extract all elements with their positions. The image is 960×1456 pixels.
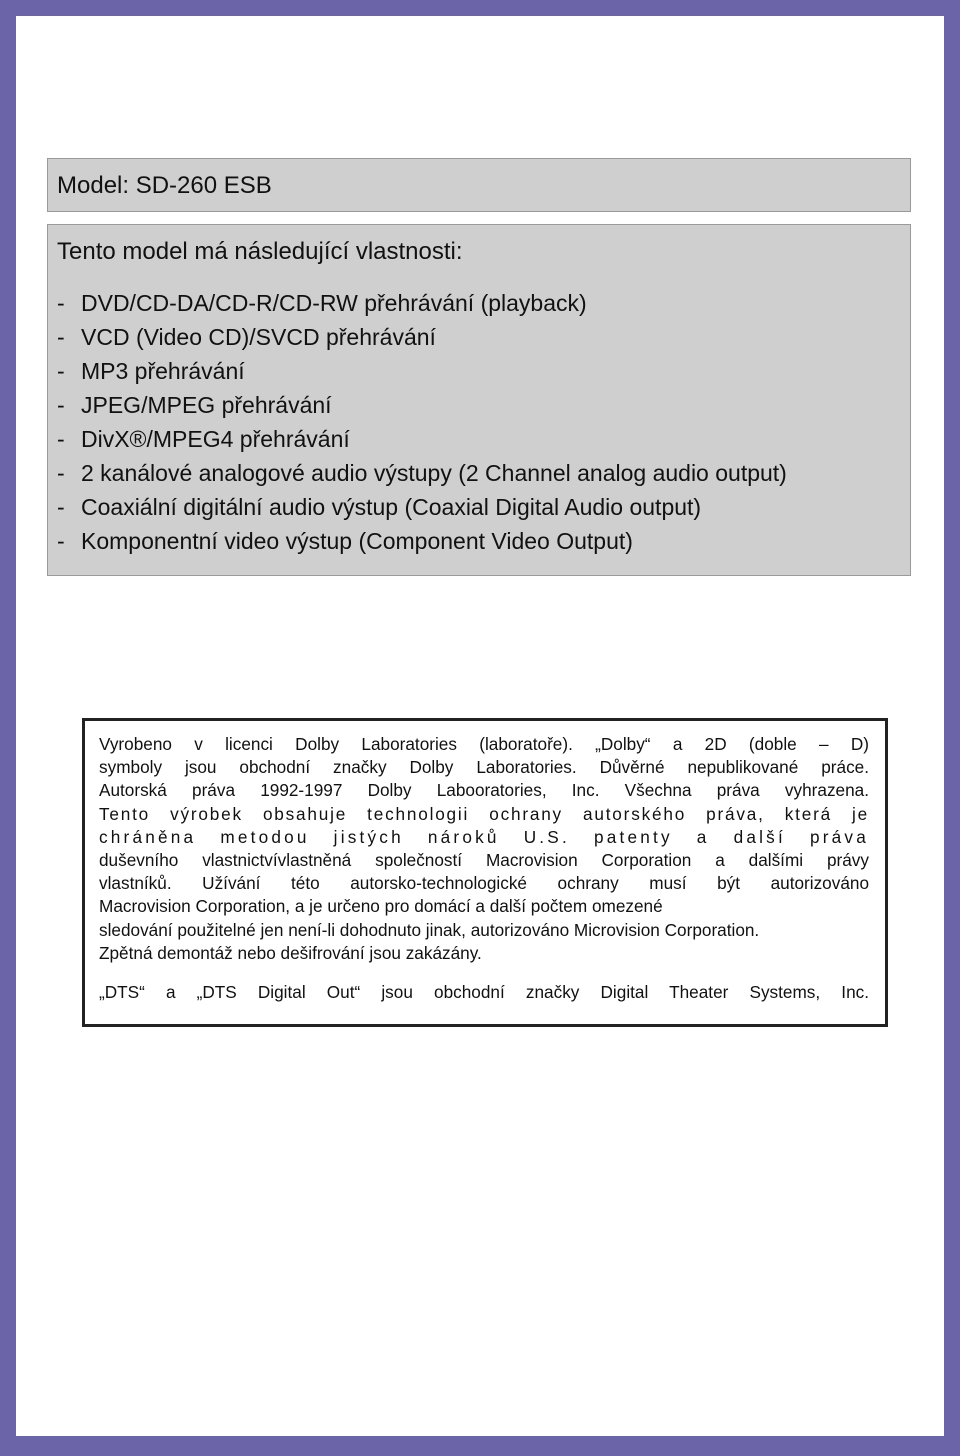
list-dash: -: [57, 460, 65, 486]
notice-line: Zpětná demontáž nebo dešifrování jsou zakázány.: [99, 942, 482, 963]
model-box: [47, 158, 911, 212]
feature-item: [57, 354, 787, 388]
notice-line: Tento výrobek obsahuje technologii ochrany autorského práva, která je: [99, 803, 869, 824]
feature-text: DivX®/MPEG4 přehrávání: [81, 426, 350, 452]
features-heading: Tento model má následující vlastnosti:: [57, 238, 463, 265]
notice-line: vlastníků. Užívání této autorsko-technologické ochrany musí být autorizováno: [99, 873, 869, 894]
feature-text: 2 kanálové analogové audio výstupy (2 Channel analog audio output): [81, 460, 787, 486]
list-dash: -: [57, 392, 65, 418]
feature-text: JPEG/MPEG přehrávání: [81, 392, 332, 418]
notice-line: duševního vlastnictvívlastněná společností Macrovision Corporation a dalšími právy: [99, 849, 869, 870]
notice-line: sledování použitelné jen není-li dohodnuto jinak, autorizováno Microvision Corporation.: [99, 919, 760, 940]
model-label: Model: SD-260 ESB: [57, 172, 272, 199]
features-box: [47, 224, 911, 576]
license-notice-box: [82, 718, 888, 1027]
document-page: [16, 16, 944, 1436]
feature-item: [57, 388, 787, 422]
feature-item: [57, 422, 787, 456]
list-dash: -: [57, 358, 65, 384]
list-dash: -: [57, 426, 65, 452]
list-dash: -: [57, 324, 65, 350]
list-dash: -: [57, 290, 65, 316]
feature-text: VCD (Video CD)/SVCD přehrávání: [81, 324, 436, 350]
feature-text: Coaxiální digitální audio výstup (Coaxial Digital Audio output): [81, 494, 702, 520]
feature-text: Komponentní video výstup (Component Video Output): [81, 528, 633, 554]
notice-line: Autorská práva 1992-1997 Dolby Labooratories, Inc. Všechna práva vyhrazena.: [99, 780, 869, 801]
feature-text: MP3 přehrávání: [81, 358, 245, 384]
notice-line: Vyrobeno v licenci Dolby Laboratories (laboratoře). „Dolby“ a 2D (doble – D): [99, 734, 869, 754]
feature-item: [57, 286, 787, 320]
feature-item: [57, 456, 787, 490]
feature-item: [57, 490, 787, 524]
notice-line: Macrovision Corporation, a je určeno pro domácí a další počtem omezené: [99, 896, 663, 917]
dts-trademark-notice: „DTS“ a „DTS Digital Out“ jsou obchodní značky Digital Theater Systems, Inc.: [99, 982, 869, 1002]
notice-line: symboly jsou obchodní značky Dolby Laboratories. Důvěrné nepublikované práce.: [99, 757, 869, 778]
feature-item: [57, 524, 787, 558]
notice-line: chráněna metodou jistých nároků U.S. patenty a další práva: [99, 826, 869, 847]
license-notice-text: [99, 733, 869, 965]
features-list: [57, 286, 787, 558]
feature-text: DVD/CD-DA/CD-R/CD-RW přehrávání (playback): [81, 290, 587, 316]
list-dash: -: [57, 494, 65, 520]
list-dash: -: [57, 528, 65, 554]
feature-item: [57, 320, 787, 354]
